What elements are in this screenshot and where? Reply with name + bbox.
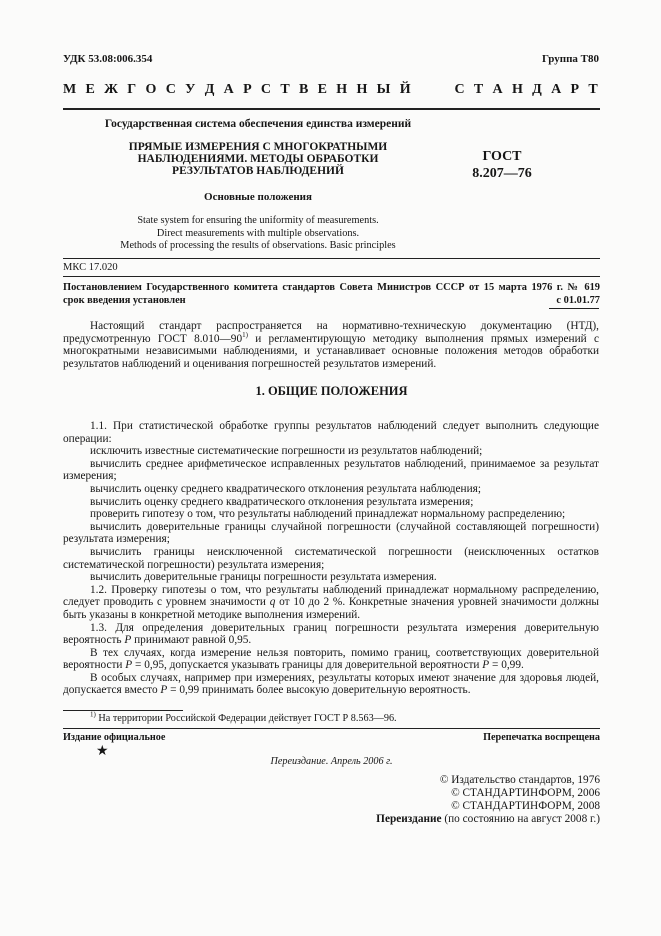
variable-q: q [269,596,276,609]
title-line: ПРЯМЫЕ ИЗМЕРЕНИЯ С МНОГОКРАТНЫМИ [128,141,388,153]
footnote-mark: 1) [90,710,96,719]
heading-letter: Д [532,82,542,97]
star-icon: ★ [96,744,109,759]
variable-p: P [482,659,490,672]
heading-letter: Е [317,82,327,97]
paragraph [63,647,599,672]
variable-p: P [160,684,168,697]
copyright-line: © СТАНДАРТИНФОРМ, 2008 [451,800,600,812]
reissue-note: Переиздание. Апрель 2006 г. [270,756,393,767]
english-line: State system for ensuring the uniformity of measurements. [137,215,379,226]
footnote [90,710,397,724]
text-part: = 0,95, допускается указывать границы для доверительной вероятности [132,659,483,672]
heading-letter: Д [204,82,215,97]
list-item: вычислить доверительные границы случайной погрешности (случайной составляющей погрешности) результата измерения; [63,520,599,546]
copyright-block [376,774,600,826]
heading-letter: Г [127,82,137,97]
paragraph [63,584,599,622]
footnote-rule [63,710,183,711]
variable-p: P [125,659,133,672]
section-heading: 1. ОБЩИЕ ПОЛОЖЕНИЯ [255,384,408,398]
effective-date: с 01.01.77 [556,295,600,306]
title-line: НАБЛЮДЕНИЯМИ. МЕТОДЫ ОБРАБОТКИ [137,153,379,165]
intro-part: Настоящий стандарт распространяется на нормативно-техническую документацию (НТД), предусмотренную ГОСТ 8.010—90 [63,320,599,345]
heading-letter: Р [243,82,252,97]
heading-letter: Й [399,82,411,97]
group-code: Группа Т80 [541,53,599,65]
list-item: проверить гипотезу о том, что результаты наблюдений принадлежат нормальному распределению; [90,508,566,521]
heading-letter: С [260,82,272,97]
gost-label: ГОСТ [482,149,522,164]
system-title: Государственная система обеспечения единства измерений [104,118,412,130]
footnote-ref: 1) [242,330,248,339]
text-part: от 10 до 2 %. Конкретные значения уровней значимости должны быть указаны в конкретной методике выполнения измерений. [63,596,600,621]
list-item: вычислить оценку среднего квадратического отклонения результата измерения; [90,495,474,508]
heading-letter: Н [511,82,523,97]
heading-letter: Ж [104,82,118,97]
text-part: 1.3. Для определения доверительных границ погрешности результата измерения доверительную вероятность [63,621,599,647]
section-body [63,420,599,697]
heading-letter: О [145,82,157,97]
reprint-forbidden: Перепечатка воспрещена [483,732,600,743]
heading-letter [437,82,445,98]
copyright-line: © Издательство стандартов, 1976 [439,774,600,786]
heading-letter: В [298,82,309,97]
heading-letter: У [185,82,196,97]
list-item: вычислить доверительные границы погрешности результата измерения. [90,571,437,584]
heading-letter: С [165,82,176,97]
effective-date-label: срок введения установлен [63,295,186,306]
paragraph: 1.1. При статистической обработке группы результатов наблюдений следует выполнить следующие операции: [63,420,599,445]
text-part: принимают равной 0,95. [131,634,252,647]
gost-number: 8.207—76 [472,166,532,181]
subtitle: Основные положения [204,191,312,203]
interstate-standard-heading [63,82,598,98]
udk-code: УДК 53.08:006.354 [63,53,153,65]
heading-letter: Ы [376,82,391,97]
decree-text: Постановлением Государственного комитета стандартов Совета Министров СССР от 15 марта 1976 г. № 619 [63,282,600,293]
heading-letter: А [492,82,503,97]
footnote-text: На территории Российской Федерации действует ГОСТ Р 8.563—96. [95,713,397,724]
reissue-date: (по состоянию на август 2008 г.) [441,813,600,825]
english-line: Methods of processing the results of observations. Basic principles [120,240,396,251]
variable-p: P [124,634,132,647]
footer-rule [63,728,600,729]
text-part: 1.2. Проверку гипотезы о том, что результаты наблюдений принадлежат нормальному распределению, следует проводить с уровнем значимости [63,583,599,609]
english-line: Direct measurements with multiple observations. [156,227,360,239]
mks-code: МКС 17.020 [63,262,118,273]
heading-letter: Т [473,82,484,97]
paragraph [63,672,599,697]
list-item: исключить известные систематические погрешности из результатов наблюдений; [90,445,483,458]
heading-letter: Н [356,82,368,97]
text-part: = 0,99 принимать более высокую доверительную вероятность. [167,684,471,697]
paragraph [63,622,599,647]
text-part: В особых случаях, например при измерениях, результаты которых имеют значение для здоровья людей, допускается вместо [63,671,599,697]
list-item: вычислить среднее арифметическое исправленных результатов наблюдений, принимаемое за результат измерения; [63,457,599,483]
heading-letter: Т [280,82,290,97]
intro-part: и регламентирующую методику выполнения прямых измерений с многократными независимыми наблюдениями, и устанавливает основные положения методов обработки результатов наблюдений и оценивания погрешностей результатов измерений. [63,332,599,370]
text-part: В тех случаях, когда измерение нельзя повторить, помимо границ, соответствующих доверительной вероятности [63,646,599,672]
heading-letter: Т [588,82,598,97]
header-rule [63,108,600,110]
reissue-label: Переиздание [376,813,442,825]
official-edition: Издание официальное [63,732,166,743]
gost-designation [447,148,557,182]
title-line: РЕЗУЛЬТАТОВ НАБЛЮДЕНИЙ [172,165,344,177]
heading-letter: Р [570,82,580,97]
heading-letter: А [223,82,234,97]
heading-letter: С [454,82,465,97]
date-underline [549,308,599,309]
mks-rule-top [63,258,600,259]
heading-letter: М [63,82,77,97]
mks-rule-bottom [63,276,600,277]
document-title [63,141,453,177]
intro-paragraph [63,320,599,370]
heading-letter: Е [85,82,95,97]
copyright-line: © СТАНДАРТИНФОРМ, 2006 [451,787,600,799]
reissue-status [376,813,600,826]
heading-letter: А [551,82,562,97]
english-title [63,215,453,253]
heading-letter [420,82,428,98]
list-item: вычислить оценку среднего квадратического отклонения результата наблюдения; [90,482,481,495]
text-part: = 0,99. [489,659,524,672]
intro-text [63,320,599,370]
heading-letter: Н [336,82,348,97]
list-item: вычислить границы неисключенной систематической погрешности (неисключенных остатков систематической погрешности) результата измерения; [63,545,599,571]
